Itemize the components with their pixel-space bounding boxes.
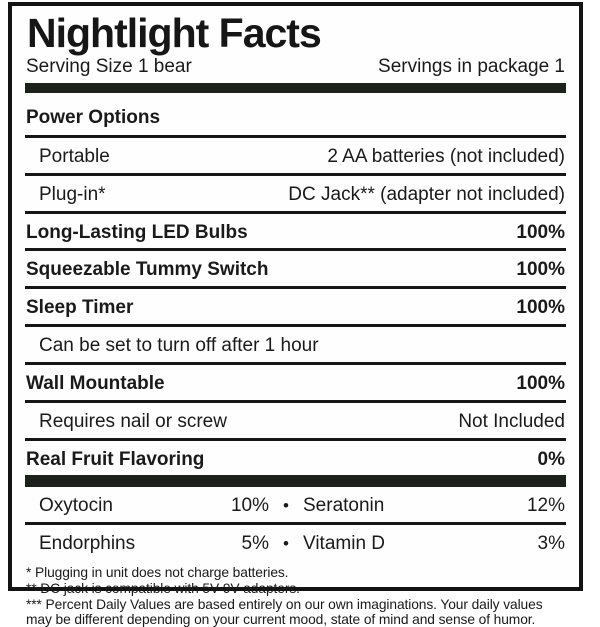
row-sleep-timer-note bbox=[25, 324, 566, 362]
bullet-separator: • bbox=[283, 496, 289, 516]
label-title: Nightlight Facts bbox=[27, 10, 321, 56]
row-label: Wall Mountable bbox=[26, 372, 165, 394]
serving-row bbox=[25, 56, 566, 78]
row-value: 2 AA batteries (not included) bbox=[327, 145, 565, 167]
row-tummy-switch bbox=[25, 248, 566, 286]
row-label: Plug-in* bbox=[39, 183, 106, 205]
row-value: DC Jack** (adapter not included) bbox=[288, 183, 565, 205]
vitamin-row-endorphins-vitamin-d bbox=[25, 522, 566, 560]
row-sleep-timer bbox=[25, 286, 566, 324]
vitamin-percent: 10% bbox=[230, 495, 269, 517]
row-label: Can be set to turn off after 1 hour bbox=[39, 335, 319, 357]
row-value: 100% bbox=[516, 372, 565, 394]
vitamin-name: Oxytocin bbox=[39, 495, 113, 517]
row-value: 0% bbox=[537, 448, 565, 470]
row-plug-in bbox=[25, 173, 566, 211]
row-value: 100% bbox=[516, 221, 565, 243]
row-label: Requires nail or screw bbox=[39, 410, 227, 432]
bullet-separator: • bbox=[283, 534, 289, 554]
footnote-plugging-in: * Plugging in unit does not charge batteries. bbox=[26, 565, 289, 581]
row-value: 100% bbox=[516, 297, 565, 319]
row-value: 100% bbox=[516, 259, 565, 281]
vitamin-percent: 12% bbox=[526, 495, 565, 517]
nightlight-facts-label bbox=[8, 2, 583, 627]
row-label: Squeezable Tummy Switch bbox=[26, 259, 269, 281]
row-label: Portable bbox=[39, 145, 110, 167]
vitamin-percent: 5% bbox=[241, 533, 269, 555]
vitamin-name: Endorphins bbox=[39, 533, 136, 555]
row-label: Long-Lasting LED Bulbs bbox=[26, 221, 248, 243]
footnote-dc-jack: ** DC jack is compatible with 5V-9V adapters. bbox=[26, 580, 300, 596]
servings-in-package-text: Servings in package 1 bbox=[378, 56, 565, 77]
thick-divider-header bbox=[25, 83, 566, 93]
row-label: Real Fruit Flavoring bbox=[26, 448, 205, 470]
vitamin-name: Vitamin D bbox=[303, 533, 386, 555]
row-real-fruit-flavoring bbox=[25, 438, 566, 476]
vitamin-percent: 3% bbox=[537, 533, 565, 555]
row-led-bulbs bbox=[25, 211, 566, 249]
footnote-percent-daily-values: *** Percent Daily Values are based entirely on our own imaginations. Your daily values may be different depending on your current mood, state of mind and sense of humor. bbox=[26, 596, 543, 627]
footnotes bbox=[25, 565, 566, 627]
vitamin-row-oxytocin-seratonin bbox=[25, 487, 566, 522]
thick-divider-vitamins bbox=[25, 475, 566, 487]
row-value: Not Included bbox=[458, 410, 565, 432]
row-portable bbox=[25, 135, 566, 173]
row-wall-mountable bbox=[25, 362, 566, 400]
row-requires-nail bbox=[25, 400, 566, 438]
vitamin-name: Seratonin bbox=[303, 495, 385, 517]
row-label: Sleep Timer bbox=[26, 297, 134, 319]
serving-size-text: Serving Size 1 bear bbox=[26, 56, 192, 77]
section-header-power-options: Power Options bbox=[26, 106, 161, 128]
